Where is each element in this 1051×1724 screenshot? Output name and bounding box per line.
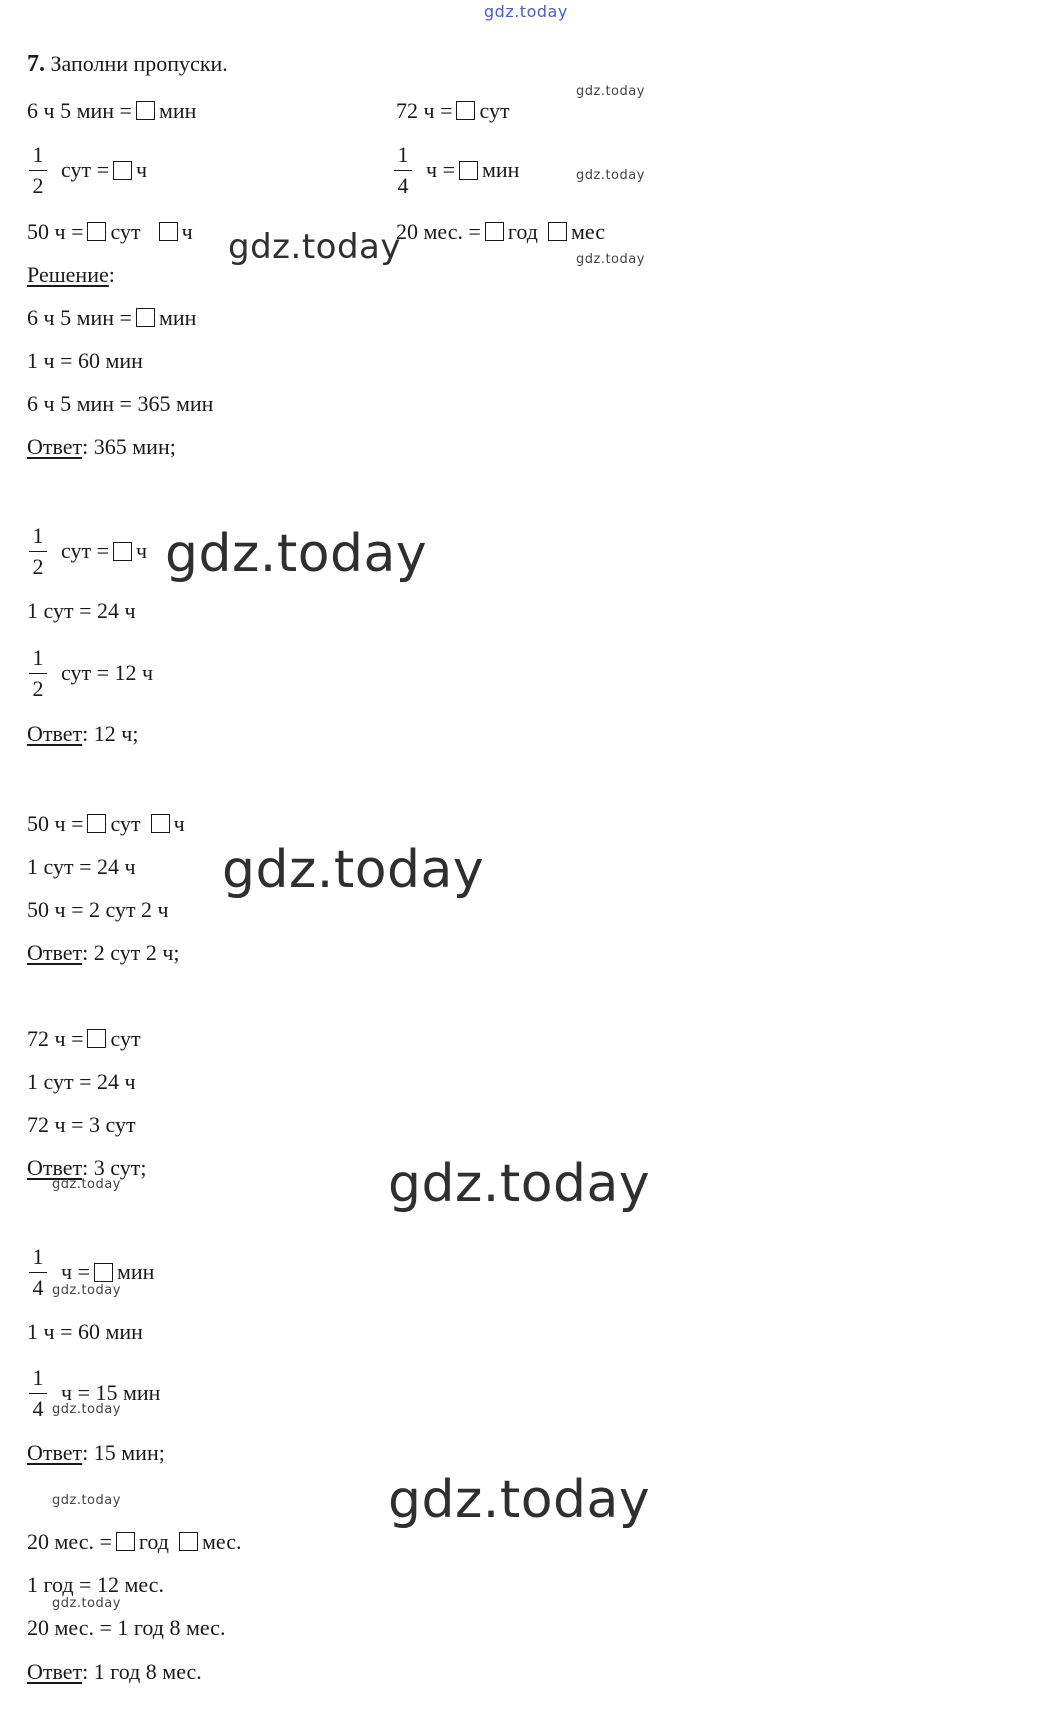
answer-box (87, 1029, 106, 1048)
s3-step: 1 сут = 24 ч (27, 854, 136, 879)
s6-question (27, 1527, 241, 1557)
unit-text: мин (116, 1259, 155, 1284)
answer-value: : 365 мин; (82, 434, 176, 459)
exercise-row2-left (27, 140, 147, 200)
fraction (27, 1365, 49, 1422)
denominator: 4 (32, 1274, 44, 1300)
answer-box (548, 222, 567, 241)
watermark-large: gdz.today (165, 524, 428, 584)
watermark-large: gdz.today (388, 1470, 651, 1530)
unit-text: сут (110, 811, 141, 836)
denominator: 4 (32, 1395, 44, 1421)
s4-result: 72 ч = 3 сут (27, 1112, 136, 1137)
fraction (392, 142, 414, 199)
fraction (27, 1244, 49, 1301)
numerator: 1 (32, 644, 44, 670)
answer-label: Ответ (27, 1155, 83, 1180)
answer-label: Ответ (27, 434, 83, 459)
numerator: 1 (32, 522, 44, 548)
s2-answer (27, 719, 138, 749)
fraction (27, 142, 49, 199)
unit-text: ч (136, 157, 148, 182)
answer-box (456, 101, 475, 120)
unit-text: год (507, 219, 538, 244)
unit-text: мин (158, 305, 197, 330)
s2-question (27, 521, 147, 581)
expr-text: ч = (426, 157, 455, 182)
answer-label: Ответ (27, 721, 83, 746)
s3-answer (27, 938, 180, 968)
exercise-row1-left (27, 96, 196, 126)
watermark-large: gdz.today (222, 840, 485, 900)
watermark-small: gdz.today (576, 252, 645, 267)
answer-value: : 3 сут; (82, 1155, 147, 1180)
unit-text: ч (136, 538, 148, 563)
denominator: 2 (32, 675, 44, 701)
watermark-small: gdz.today (576, 84, 645, 99)
expr-text: 20 мес. = (396, 219, 481, 244)
answer-box (485, 222, 504, 241)
unit-text: год (138, 1529, 169, 1554)
answer-label: Ответ (27, 1440, 83, 1465)
task-heading (27, 49, 228, 79)
answer-box (113, 161, 132, 180)
watermark-large: gdz.today (388, 1154, 651, 1214)
watermark-medium: gdz.today (228, 227, 401, 267)
numerator: 1 (32, 1364, 44, 1390)
expr-text: 72 ч = (396, 98, 453, 123)
s1-result: 6 ч 5 мин = 365 мин (27, 391, 214, 416)
answer-box (94, 1263, 113, 1282)
numerator: 1 (397, 141, 409, 167)
s6-result: 20 мес. = 1 год 8 мес. (27, 1615, 226, 1640)
exercise-row1-right (396, 96, 510, 126)
unit-text: сут (479, 98, 510, 123)
watermark-small: gdz.today (52, 1283, 121, 1298)
denominator: 2 (32, 553, 44, 579)
watermark-small: gdz.today (52, 1402, 121, 1417)
solution-label: Решение (27, 262, 109, 287)
expr-text: сут = (61, 157, 109, 182)
task-number: 7. (27, 51, 45, 77)
s6-answer (27, 1657, 202, 1687)
s5-step: 1 ч = 60 мин (27, 1319, 143, 1344)
answer-box (136, 101, 155, 120)
s3-result: 50 ч = 2 сут 2 ч (27, 897, 169, 922)
task-title: Заполни пропуски. (50, 51, 228, 76)
answer-box (113, 542, 132, 561)
s4-question (27, 1024, 141, 1054)
answer-value: : 1 год 8 мес. (82, 1659, 202, 1684)
expr-text: ч = 15 мин (61, 1380, 161, 1405)
answer-box (87, 814, 106, 833)
answer-box (87, 222, 106, 241)
watermark-small: gdz.today (52, 1493, 121, 1508)
answer-value: : 12 ч; (82, 721, 139, 746)
unit-text: мес (570, 219, 605, 244)
expr-text: 6 ч 5 мин = (27, 98, 132, 123)
denominator: 4 (397, 172, 409, 198)
answer-box (116, 1532, 135, 1551)
watermark-small: gdz.today (52, 1596, 121, 1611)
expr-text: ч = (61, 1259, 90, 1284)
answer-label: Ответ (27, 940, 83, 965)
numerator: 1 (32, 141, 44, 167)
solution-heading: Решение: (27, 262, 115, 287)
expr-text: сут = (61, 538, 109, 563)
unit-text: мин (481, 157, 520, 182)
numerator: 1 (32, 1243, 44, 1269)
s1-question (27, 303, 196, 333)
unit-text: сут (110, 1026, 141, 1051)
expr-text: сут = 12 ч (61, 660, 154, 685)
expr-text: 50 ч = (27, 811, 84, 836)
answer-box (179, 1532, 198, 1551)
expr-text: 6 ч 5 мин = (27, 305, 132, 330)
unit-text: ч (181, 219, 193, 244)
answer-value: : 15 мин; (82, 1440, 165, 1465)
s4-step: 1 сут = 24 ч (27, 1069, 136, 1094)
answer-box (459, 161, 478, 180)
answer-box (136, 308, 155, 327)
s1-step: 1 ч = 60 мин (27, 348, 143, 373)
unit-text: ч (173, 811, 185, 836)
s5-answer (27, 1438, 165, 1468)
watermark-small: gdz.today (576, 168, 645, 183)
answer-label: Ответ (27, 1659, 83, 1684)
exercise-row3-left (27, 217, 193, 247)
expr-text: 50 ч = (27, 219, 84, 244)
unit-text: мес. (201, 1529, 242, 1554)
exercise-row3-right (396, 217, 605, 247)
answer-value: : 2 сут 2 ч; (82, 940, 180, 965)
unit-text: мин (158, 98, 197, 123)
answer-box (151, 814, 170, 833)
expr-text: 20 мес. = (27, 1529, 112, 1554)
s1-answer (27, 432, 176, 462)
denominator: 2 (32, 172, 44, 198)
fraction (27, 523, 49, 580)
s2-result (27, 643, 153, 703)
exercise-row2-right (392, 140, 519, 200)
fraction (27, 645, 49, 702)
s3-question (27, 809, 185, 839)
s6-step: 1 год = 12 мес. (27, 1572, 164, 1597)
watermark-top: gdz.today (484, 2, 568, 21)
unit-text: сут (110, 219, 141, 244)
s2-step: 1 сут = 24 ч (27, 598, 136, 623)
watermark-small: gdz.today (52, 1177, 121, 1192)
answer-box (159, 222, 178, 241)
expr-text: 72 ч = (27, 1026, 84, 1051)
